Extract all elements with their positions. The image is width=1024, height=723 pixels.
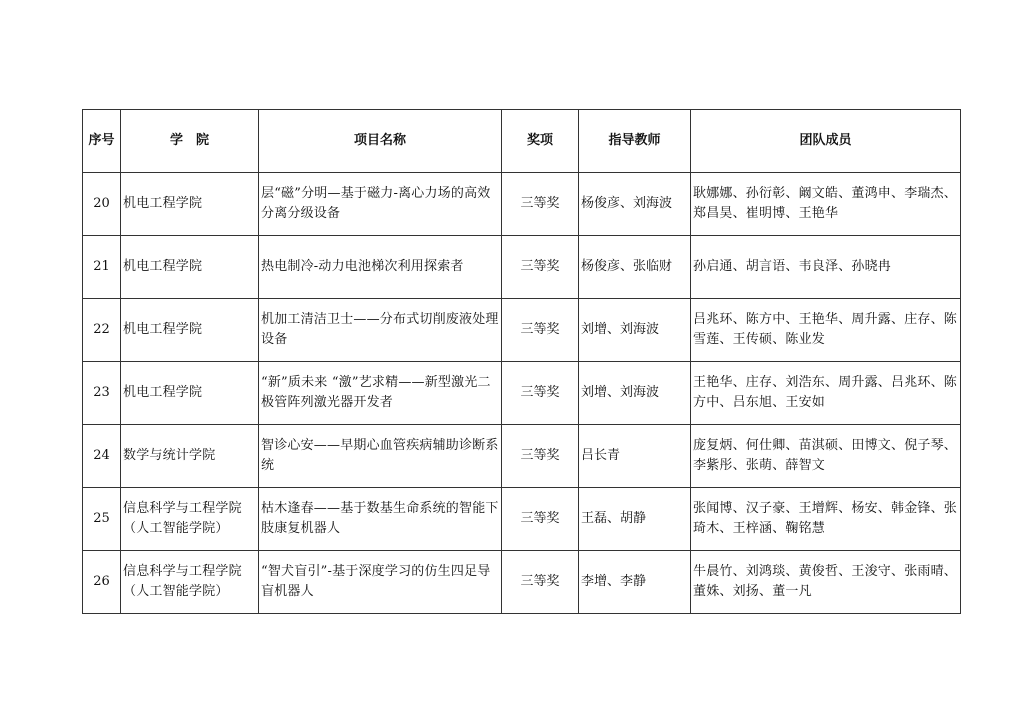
project-text: “新”质未来 “激”艺求精——新型激光二极管阵列激光器开发者	[261, 375, 491, 410]
team-text: 耿娜娜、孙衍彰、阚文皓、董鸿申、李瑞杰、郑昌昊、崔明博、王艳华	[693, 186, 958, 221]
table-row	[83, 488, 961, 551]
row-index: 22	[83, 299, 121, 362]
row-award: 三等奖	[502, 551, 579, 614]
row-project	[259, 551, 502, 614]
row-college	[121, 551, 259, 614]
row-project	[259, 425, 502, 488]
row-award: 三等奖	[502, 488, 579, 551]
team-text: 王艳华、庄存、刘浩东、周升露、吕兆环、陈方中、吕东旭、王安如	[693, 375, 958, 410]
table-body	[83, 173, 961, 614]
header-college: 学 院	[121, 110, 259, 173]
table-row	[83, 299, 961, 362]
row-index: 23	[83, 362, 121, 425]
row-index: 25	[83, 488, 121, 551]
row-team	[691, 173, 961, 236]
row-index: 26	[83, 551, 121, 614]
header-row	[83, 110, 961, 173]
project-text: 热电制冷-动力电池梯次利用探索者	[261, 259, 464, 274]
team-text: 庞复炳、何仕卿、苗淇硕、田博文、倪子琴、李紫彤、张萌、薛智文	[693, 438, 958, 473]
team-text: 张闻博、汉子豪、王增辉、杨安、韩金锋、张琦木、王梓涵、鞠铭慧	[693, 501, 958, 536]
row-project	[259, 173, 502, 236]
header-team: 团队成员	[691, 110, 961, 173]
row-award: 三等奖	[502, 362, 579, 425]
header-teacher: 指导教师	[579, 110, 691, 173]
table-row	[83, 236, 961, 299]
row-team	[691, 362, 961, 425]
row-college	[121, 299, 259, 362]
row-index: 20	[83, 173, 121, 236]
row-team	[691, 488, 961, 551]
row-team	[691, 236, 961, 299]
row-award: 三等奖	[502, 299, 579, 362]
project-text: 机加工清洁卫士——分布式切削废液处理设备	[261, 312, 499, 347]
row-project	[259, 236, 502, 299]
row-college	[121, 488, 259, 551]
row-teacher: 杨俊彦、刘海波	[579, 173, 691, 236]
row-teacher: 杨俊彦、张临财	[579, 236, 691, 299]
row-project	[259, 488, 502, 551]
row-teacher: 李增、李静	[579, 551, 691, 614]
team-text: 吕兆环、陈方中、王艳华、周升露、庄存、陈雪莲、王传硕、陈业发	[693, 312, 958, 347]
college-text: 机电工程学院	[123, 259, 203, 274]
college-text: 机电工程学院	[123, 196, 203, 211]
header-award: 奖项	[502, 110, 579, 173]
header-project: 项目名称	[259, 110, 502, 173]
row-college	[121, 236, 259, 299]
row-college	[121, 173, 259, 236]
row-project	[259, 362, 502, 425]
college-text: 机电工程学院	[123, 322, 203, 337]
project-text: 枯木逢春——基于数基生命系统的智能下肢康复机器人	[261, 501, 499, 536]
row-team	[691, 425, 961, 488]
row-index: 24	[83, 425, 121, 488]
awards-table	[82, 109, 961, 614]
row-college	[121, 362, 259, 425]
header-index: 序号	[83, 110, 121, 173]
college-text: 数学与统计学院	[123, 448, 216, 463]
row-award: 三等奖	[502, 173, 579, 236]
table-row	[83, 173, 961, 236]
college-text: 机电工程学院	[123, 385, 203, 400]
row-teacher: 刘增、刘海波	[579, 299, 691, 362]
college-text: 信息科学与工程学院（人工智能学院）	[123, 501, 242, 536]
project-text: 层“磁”分明—基于磁力-离心力场的高效分离分级设备	[261, 186, 491, 221]
row-team	[691, 299, 961, 362]
row-award: 三等奖	[502, 236, 579, 299]
row-index: 21	[83, 236, 121, 299]
project-text: “智犬盲引”-基于深度学习的仿生四足导盲机器人	[261, 564, 491, 599]
table-row	[83, 362, 961, 425]
row-teacher: 吕长青	[579, 425, 691, 488]
row-team	[691, 551, 961, 614]
row-teacher: 王磊、胡静	[579, 488, 691, 551]
table-row	[83, 551, 961, 614]
college-text: 信息科学与工程学院（人工智能学院）	[123, 564, 242, 599]
row-project	[259, 299, 502, 362]
team-text: 孙启通、胡言语、韦良泽、孙晓冉	[693, 259, 892, 274]
table-header	[83, 110, 961, 173]
team-text: 牛晨竹、刘鸿琰、黄俊哲、王浚守、张雨晴、董姝、刘扬、董一凡	[693, 564, 958, 599]
row-college	[121, 425, 259, 488]
row-award: 三等奖	[502, 425, 579, 488]
table-row	[83, 425, 961, 488]
project-text: 智诊心安——早期心血管疾病辅助诊断系统	[261, 438, 499, 473]
row-teacher: 刘增、刘海波	[579, 362, 691, 425]
